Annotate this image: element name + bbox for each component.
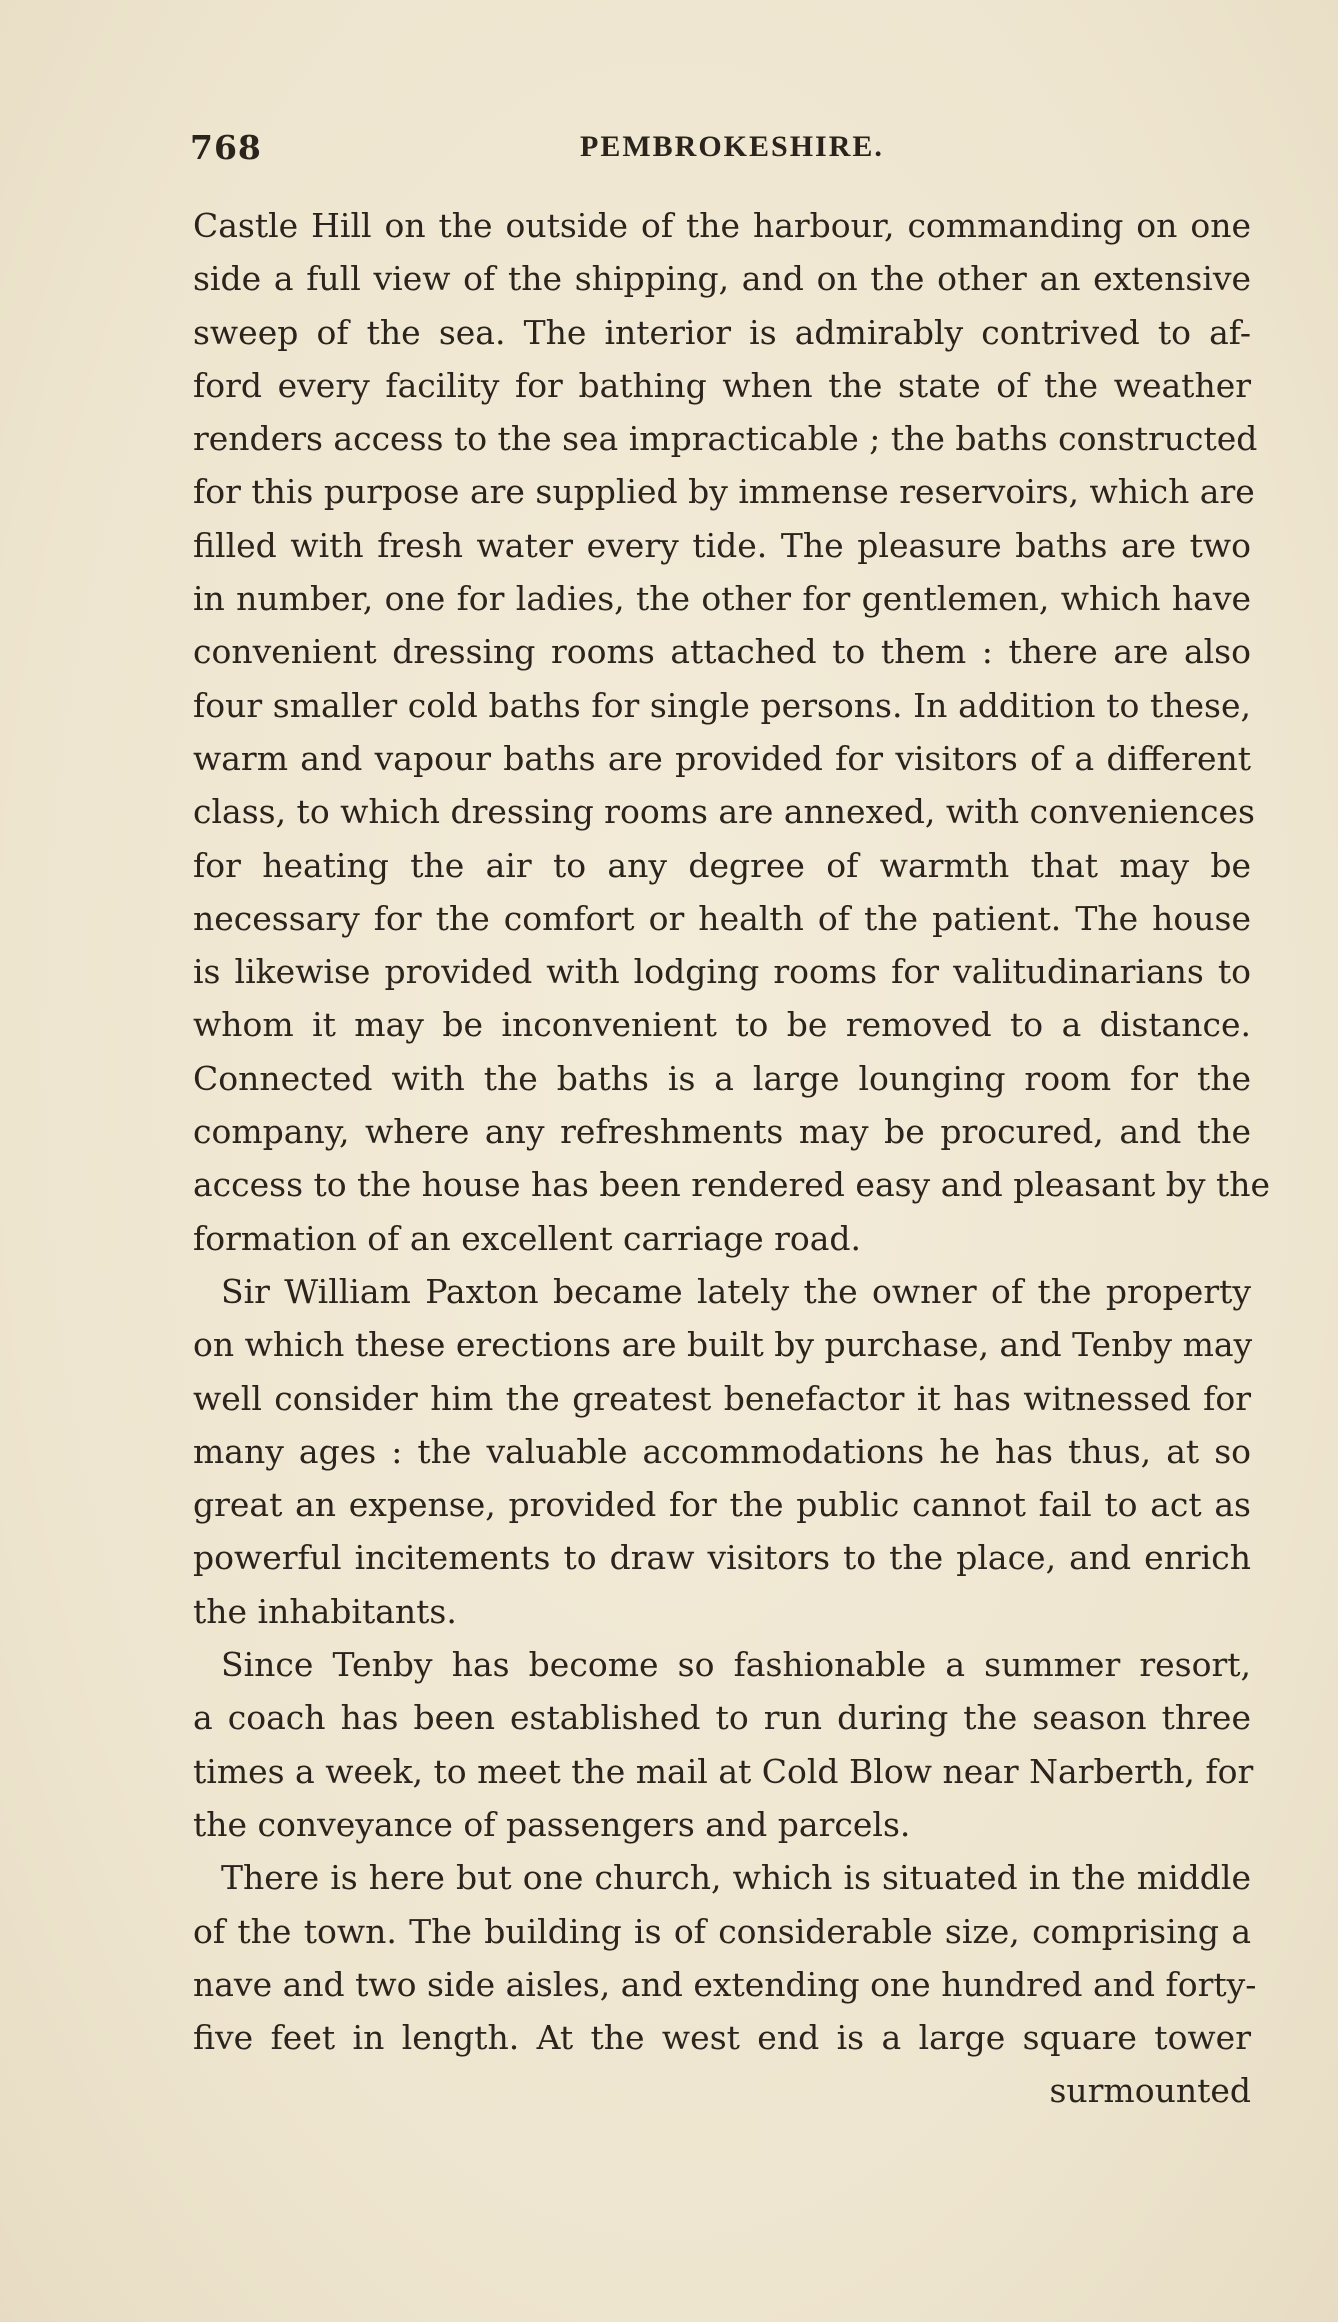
page-header — [190, 128, 1265, 168]
text-line: great an expense, provided for the public cannot fail to act as — [193, 1485, 1251, 1525]
paragraph-end-line: the inhabitants. — [193, 1591, 457, 1631]
text-line: in number, one for ladies, the other for gentlemen, which have — [193, 579, 1251, 619]
body-text — [193, 199, 1271, 2118]
text-line: many ages : the valuable accommodations he has thus, at so — [193, 1431, 1251, 1471]
text-line: nave and two side aisles, and extending one hundred and forty- — [193, 1964, 1257, 2004]
paragraph-start-line: Sir William Paxton became lately the owner of the property — [221, 1271, 1251, 1311]
text-line: access to the house has been rendered easy and pleasant by the — [193, 1165, 1271, 1205]
text-line: class, to which dressing rooms are annexed, with conveniences — [193, 792, 1255, 832]
text-line: powerful incitements to draw visitors to the place, and enrich — [193, 1538, 1251, 1578]
text-line: convenient dressing rooms attached to them : there are also — [193, 632, 1251, 672]
text-line: on which these erections are built by purchase, and Tenby may — [193, 1325, 1253, 1365]
text-line: renders access to the sea impracticable ; the baths constructed — [193, 419, 1258, 459]
catchword: surmounted — [1049, 2071, 1251, 2111]
text-line: four smaller cold baths for single persons. In addition to these, — [193, 685, 1251, 725]
text-line: of the town. The building is of considerable size, comprising a — [193, 1911, 1251, 1951]
text-line: for heating the air to any degree of warmth that may be — [193, 845, 1251, 885]
text-line: necessary for the comfort or health of the patient. The house — [193, 898, 1251, 938]
text-line: warm and vapour baths are provided for visitors of a different — [193, 738, 1251, 778]
text-line: Connected with the baths is a large lounging room for the — [193, 1058, 1251, 1098]
text-line: is likewise provided with lodging rooms for valitudinarians to — [193, 952, 1251, 992]
text-line: company, where any refreshments may be procured, and the — [193, 1112, 1251, 1152]
text-line: times a week, to meet the mail at Cold Blow near Narberth, for — [193, 1751, 1254, 1791]
paragraph-end-line: formation of an excellent carriage road. — [193, 1218, 862, 1258]
text-line: well consider him the greatest benefactor it has witnessed for — [193, 1378, 1251, 1418]
text-line: filled with fresh water every tide. The pleasure baths are two — [193, 525, 1251, 565]
running-head: PEMBROKESHIRE. — [580, 130, 884, 163]
text-line: side a full view of the shipping, and on the other an extensive — [193, 259, 1251, 299]
text-line: for this purpose are supplied by immense reservoirs, which are — [193, 472, 1255, 512]
text-line: ford every facility for bathing when the state of the weather — [193, 365, 1251, 405]
text-line: five feet in length. At the west end is a large square tower — [193, 2018, 1251, 2058]
page-number: 768 — [190, 128, 262, 167]
paragraph-start-line: There is here but one church, which is situated in the middle — [221, 1858, 1251, 1898]
paragraph-end-line: the conveyance of passengers and parcels. — [193, 1804, 911, 1844]
paragraph-start-line: Since Tenby has become so fashionable a summer resort, — [221, 1645, 1251, 1685]
text-line: Castle Hill on the outside of the harbour, commanding on one — [193, 206, 1251, 245]
text-line: sweep of the sea. The interior is admirably contrived to af- — [193, 312, 1251, 352]
text-line: a coach has been established to run during the season three — [193, 1698, 1251, 1738]
text-line: whom it may be inconvenient to be removed to a distance. — [193, 1005, 1251, 1045]
